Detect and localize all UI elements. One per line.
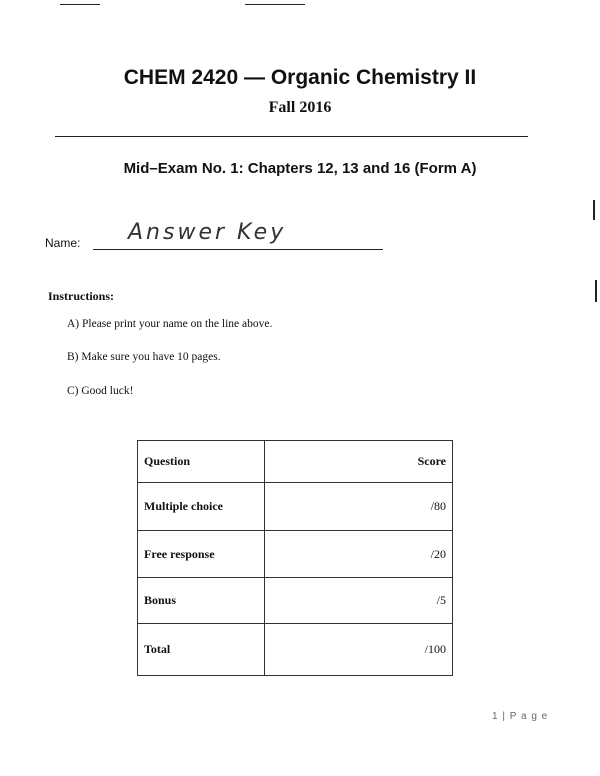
scan-artifact — [595, 280, 597, 302]
question-cell: Free response — [138, 531, 265, 578]
course-title: CHEM 2420 — Organic Chemistry II — [123, 66, 477, 89]
scan-artifact — [60, 4, 100, 5]
table-row — [138, 531, 453, 578]
page-number: 1 | P a g e — [492, 711, 549, 722]
question-cell: Bonus — [138, 578, 265, 624]
instruction-item: B) Make sure you have 10 pages. — [67, 351, 221, 363]
handwritten-name: Answer Key — [128, 220, 287, 245]
table-header-row — [138, 441, 453, 483]
table-row — [138, 483, 453, 531]
divider — [55, 136, 528, 137]
name-line[interactable] — [93, 249, 383, 250]
name-label: Name: — [45, 236, 81, 250]
scan-artifact — [245, 4, 305, 5]
term: Fall 2016 — [268, 99, 332, 116]
score-table — [137, 440, 453, 676]
score-cell: /80 — [265, 483, 453, 531]
instruction-item: A) Please print your name on the line above. — [67, 318, 273, 330]
scan-artifact — [593, 200, 595, 220]
header-score: Score — [265, 441, 453, 483]
instruction-item: C) Good luck! — [67, 385, 134, 397]
instructions-heading: Instructions: — [48, 289, 115, 303]
score-cell: /20 — [265, 531, 453, 578]
table-row — [138, 624, 453, 676]
score-cell: /5 — [265, 578, 453, 624]
header-question: Question — [138, 441, 265, 483]
score-cell: /100 — [265, 624, 453, 676]
table-row — [138, 578, 453, 624]
exam-title: Mid–Exam No. 1: Chapters 12, 13 and 16 (Form A) — [123, 160, 477, 177]
question-cell: Total — [138, 624, 265, 676]
question-cell: Multiple choice — [138, 483, 265, 531]
